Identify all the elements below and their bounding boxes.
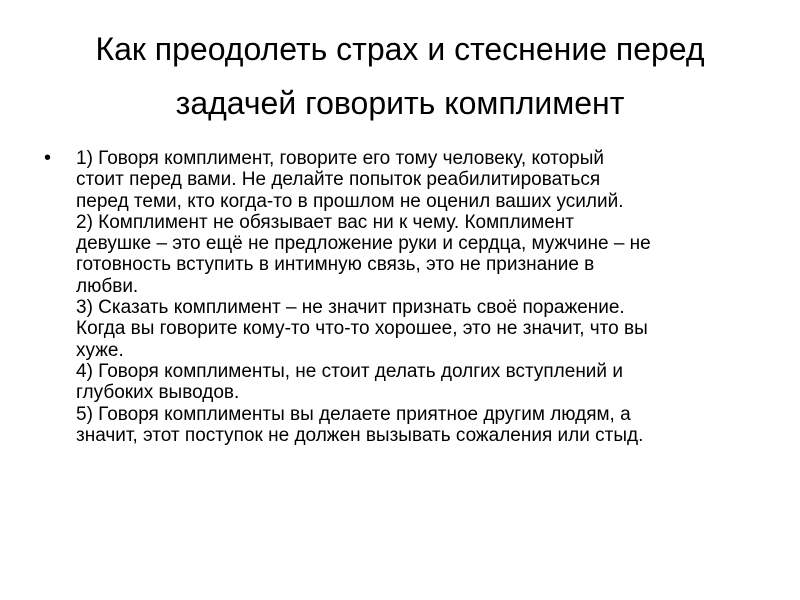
slide-title-line-2: задачей говорить комплимент [175,85,625,121]
text-line: девушке – это ещё не предложение руки и сердца, мужчине – не [76,233,651,255]
bullet-icon: • [44,147,52,169]
text-line: 5) Говоря комплименты вы делаете приятное другим людям, а [76,403,631,425]
text-line: хуже. [76,339,124,361]
text-line: значит, этот поступок не должен вызывать сожаления или стыд. [76,424,644,446]
text-line: перед теми, кто когда-то в прошлом не оценил ваших усилий. [76,190,624,212]
slide-content-list [44,148,760,446]
text-line: Когда вы говорите кому-то что-то хорошее, это не значит, что вы [76,318,648,340]
list-item-text [76,148,760,446]
text-line: 3) Сказать комплимент – не значит признать своё поражение. [76,297,625,319]
text-line: любви. [76,275,139,297]
list-item [44,148,760,446]
text-line: 1) Говоря комплимент, говорите его тому человеку, который [76,148,605,169]
text-line: глубоких выводов. [76,382,240,404]
text-line: 2) Комплимент не обязывает вас ни к чему. Комплимент [76,211,574,233]
slide-title-line-1: Как преодолеть страх и стеснение перед [95,31,705,67]
text-line: 4) Говоря комплименты, не стоит делать долгих вступлений и [76,360,623,382]
text-line: стоит перед вами. Не делайте попыток реабилитироваться [76,169,601,191]
slide-title [40,22,760,130]
text-line: готовность вступить в интимную связь, это не признание в [76,254,595,276]
